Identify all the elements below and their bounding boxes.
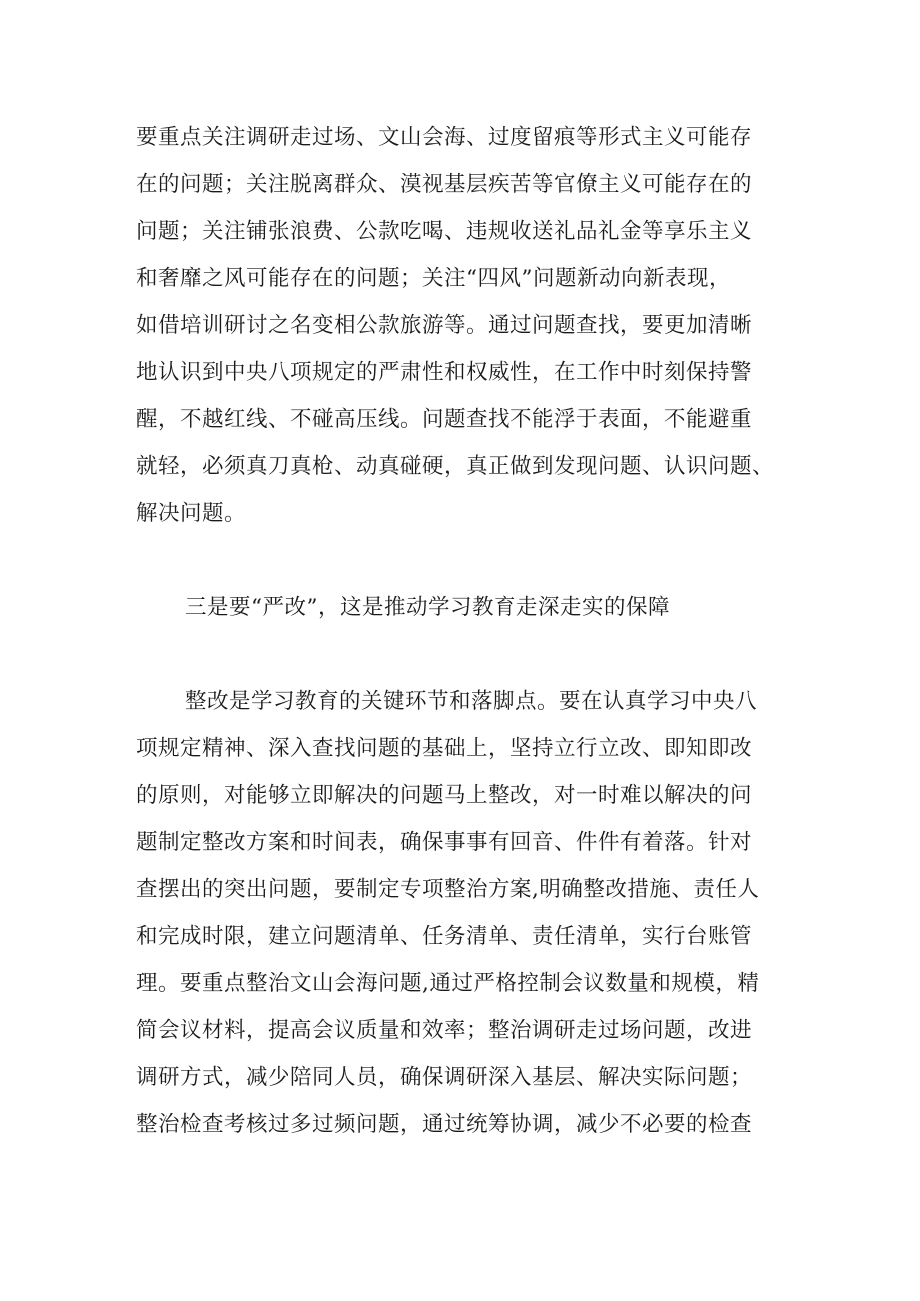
paragraph-2-line-6: 和完成时限，建立问题清单、任务清单、责任清单，实行台账管 xyxy=(136,924,753,949)
paragraph-1-line-6: 地认识到中央八项规定的严肃性和权威性，在工作中时刻保持警 xyxy=(136,360,753,385)
paragraph-1-line-7: 醒，不越红线、不碰高压线。问题查找不能浮于表面，不能避重 xyxy=(136,407,753,432)
paragraph-2-line-10: 整治检查考核过多过频问题，通过统筹协调，减少不必要的检查 xyxy=(136,1112,753,1137)
paragraph-1-line-1: 要重点关注调研走过场、文山会海、过度留痕等形式主义可能存 xyxy=(136,125,753,150)
paragraph-2-line-4: 题制定整改方案和时间表，确保事事有回音、件件有着落。针对 xyxy=(136,830,753,855)
paragraph-1-line-3: 问题；关注铺张浪费、公款吃喝、违规收送礼品礼金等享乐主义 xyxy=(136,219,753,244)
paragraph-2-line-8: 简会议材料，提高会议质量和效率；整治调研走过场问题，改进 xyxy=(136,1018,753,1043)
paragraph-1-line-4: 和奢靡之风可能存在的问题；关注“四风”问题新动向新表现， xyxy=(136,266,731,291)
paragraph-1-line-8: 就轻，必须真刀真枪、动真碰硬，真正做到发现问题、认识问题、 xyxy=(136,454,775,479)
paragraph-1-line-2: 在的问题；关注脱离群众、漠视基层疾苦等官僚主义可能存在的 xyxy=(136,172,753,197)
paragraph-2-line-5: 查摆出的突出问题，要制定专项整治方案,明确整改措施、责任人 xyxy=(136,877,760,902)
paragraph-2-line-1: 整改是学习教育的关键环节和落脚点。要在认真学习中央八 xyxy=(185,689,758,714)
paragraph-1-line-9: 解决问题。 xyxy=(136,501,247,526)
paragraph-2-line-9: 调研方式，减少陪同人员，确保调研深入基层、解决实际问题； xyxy=(136,1065,753,1090)
section-heading: 三是要“严改”，这是推动学习教育走深走实的保障 xyxy=(185,595,670,620)
paragraph-2-line-2: 项规定精神、深入查找问题的基础上，坚持立行立改、即知即改 xyxy=(136,736,753,761)
paragraph-2-line-7: 理。要重点整治文山会海问题,通过严格控制会议数量和规模，精 xyxy=(136,971,760,996)
paragraph-1-line-5: 如借培训研讨之名变相公款旅游等。通过问题查找，要更加清晰 xyxy=(136,313,753,338)
paragraph-2-line-3: 的原则，对能够立即解决的问题马上整改，对一时难以解决的问 xyxy=(136,783,753,808)
